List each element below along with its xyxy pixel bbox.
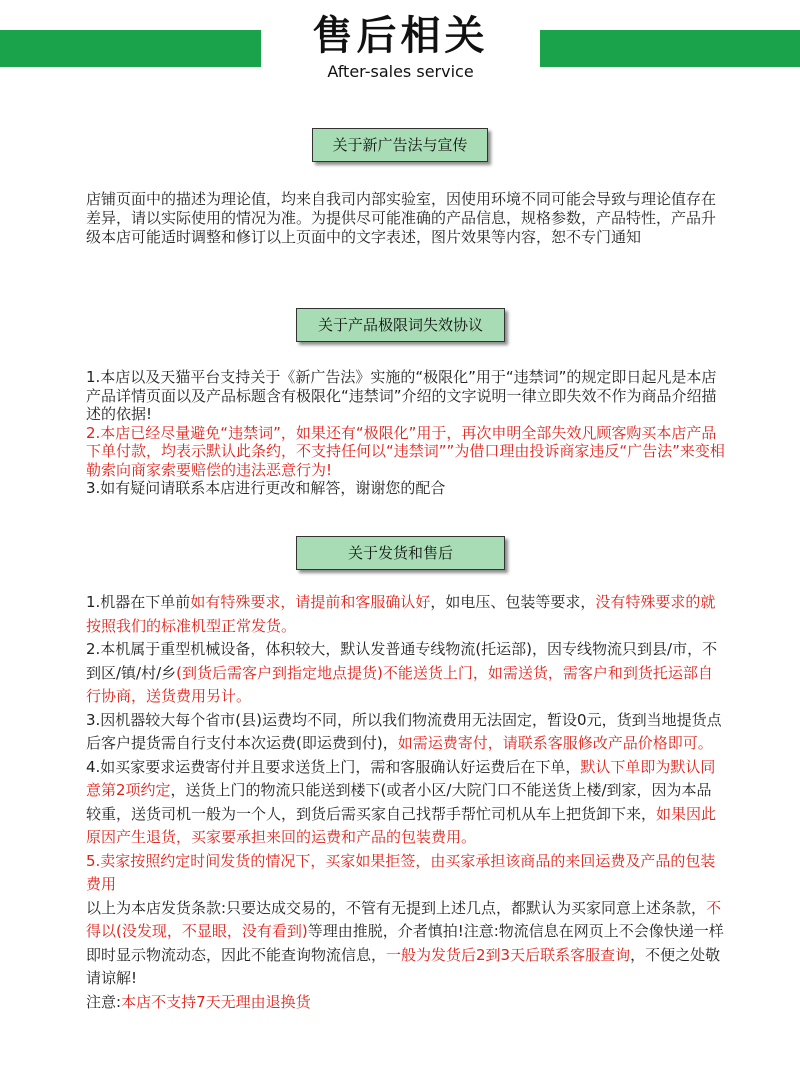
shipping-terms-b: 不得以(没发现，不显眼，没有看到) bbox=[86, 898, 722, 940]
shipping-item-1-a: 1.机器在下单前 bbox=[86, 593, 191, 611]
shipping-item-3 bbox=[86, 709, 726, 756]
shipping-terms-d: 一般为发货后2到3天后联系客服查询 bbox=[386, 945, 631, 964]
shipping-item-4-b: 默认下单即为默认同意第2项约定 bbox=[86, 757, 716, 799]
advertising-law-text bbox=[86, 190, 726, 247]
shipping-terms-a: 以上为本店发货条款:只要达成交易的，不管有无提到上述几点，都默认为买家同意上述条款， bbox=[86, 898, 707, 917]
shipping-item-4-a: 4.如买家要求运费寄付并且要求送货上门，需和客服确认好运费后在下单， bbox=[86, 757, 581, 776]
page-title: 售后相关 bbox=[312, 13, 489, 59]
shipping-item-2 bbox=[86, 638, 726, 709]
shipping-item-3-a: 3.因机器较大每个省市(县)运费均不同，所以我们物流费用无法固定，暂设0元，货到当地提货点后客户提货需自行支付本次运费(即运费到付)， bbox=[86, 710, 722, 752]
shipping-item-1 bbox=[86, 591, 726, 638]
header-bar-left bbox=[0, 30, 261, 67]
shipping-terms bbox=[86, 897, 726, 991]
shipping-note bbox=[86, 991, 726, 1015]
shipping-item-2-b: (到货后需客户到指定地点提货)不能送货上门，如需送货，需客户和到货托运部自行协商，送货费用另计。 bbox=[86, 663, 713, 705]
shipping-item-1-d: 没有特殊要求的就按照我们的标准机型正常发货。 bbox=[86, 593, 716, 635]
extreme-words-item-1: 1.本店以及天猫平台支持关于《新广告法》实施的“极限化”用于“违禁词”的规定即日起凡是本店产品详情页面以及产品标题含有极限化“违禁词”介绍的文字说明一律立即失效不作为商品介绍描述的依据! bbox=[86, 368, 717, 423]
shipping-item-4 bbox=[86, 756, 726, 850]
section-heading-shipping: 关于发货和售后 bbox=[296, 536, 505, 570]
shipping-item-1-b: 如有特殊要求，请提前和客服确认好 bbox=[190, 593, 431, 611]
page-subtitle: After-sales service bbox=[327, 62, 474, 81]
shipping-terms-e: ，不便之处敬请谅解! bbox=[86, 945, 721, 987]
header-bar-right bbox=[540, 30, 800, 67]
shipping-item-5: 5.卖家按照约定时间发货的情况下，买家如果拒签，由买家承担该商品的来回运费及产品的包装费用 bbox=[86, 851, 716, 893]
shipping-item-3-b: 如需运费寄付，请联系客服修改产品价格即可。 bbox=[397, 734, 713, 752]
shipping-item-1-c: ，如电压、包装等要求， bbox=[430, 593, 596, 611]
extreme-words-item-3: 3.如有疑问请联系本店进行更改和解答，谢谢您的配合 bbox=[86, 479, 446, 497]
shipping-item-4-c: ，送货上门的物流只能送到楼下(或者小区/大院门口不能送货上楼/到家，因为本品较重，送货司机一般为一个人，到货后需买家自己找帮手帮忙司机从车上把货卸下来， bbox=[86, 781, 712, 823]
section-heading-extreme-words: 关于产品极限词失效协议 bbox=[296, 308, 505, 342]
shipping-terms-c: 等理由推脱，介者慎拍!注意:物流信息在网页上不会像快递一样即时显示物流动态，因此不能查询物流信息， bbox=[86, 922, 724, 964]
extreme-words-text bbox=[86, 368, 726, 498]
shipping-text bbox=[86, 591, 726, 1014]
shipping-item-4-d: 如果因此原因产生退货，买家要承担来回的运费和产品的包装费用。 bbox=[86, 804, 717, 846]
shipping-note-label: 注意: bbox=[86, 992, 122, 1011]
shipping-item-2-a: 2.本机属于重型机械设备，体积较大，默认发普通专线物流(托运部)，因专线物流只到县/市，不到区/镇/村/乡 bbox=[86, 640, 718, 682]
extreme-words-item-2: 2.本店已经尽量避免“违禁词”，如果还有“极限化”用于，再次申明全部失效凡顾客购买本店产品下单付款，均表示默认此条约，不支持任何以“违禁词””为借口理由投诉商家违反“广告法”来变相勒索向商家索要赔偿的违法恶意行为! bbox=[86, 423, 725, 479]
section-heading-advertising-law: 关于新广告法与宣传 bbox=[312, 128, 488, 162]
shipping-note-text: 本店不支持7天无理由退换货 bbox=[121, 992, 311, 1011]
advertising-law-paragraph: 店铺页面中的描述为理论值，均来自我司内部实验室，因使用环境不同可能会导致与理论值存在差异，请以实际使用的情况为准。为提供尽可能准确的产品信息，规格参数，产品特性，产品升级本店可能适时调整和修订以上页面中的文字表述，图片效果等内容，恕不专门通知 bbox=[86, 190, 717, 246]
